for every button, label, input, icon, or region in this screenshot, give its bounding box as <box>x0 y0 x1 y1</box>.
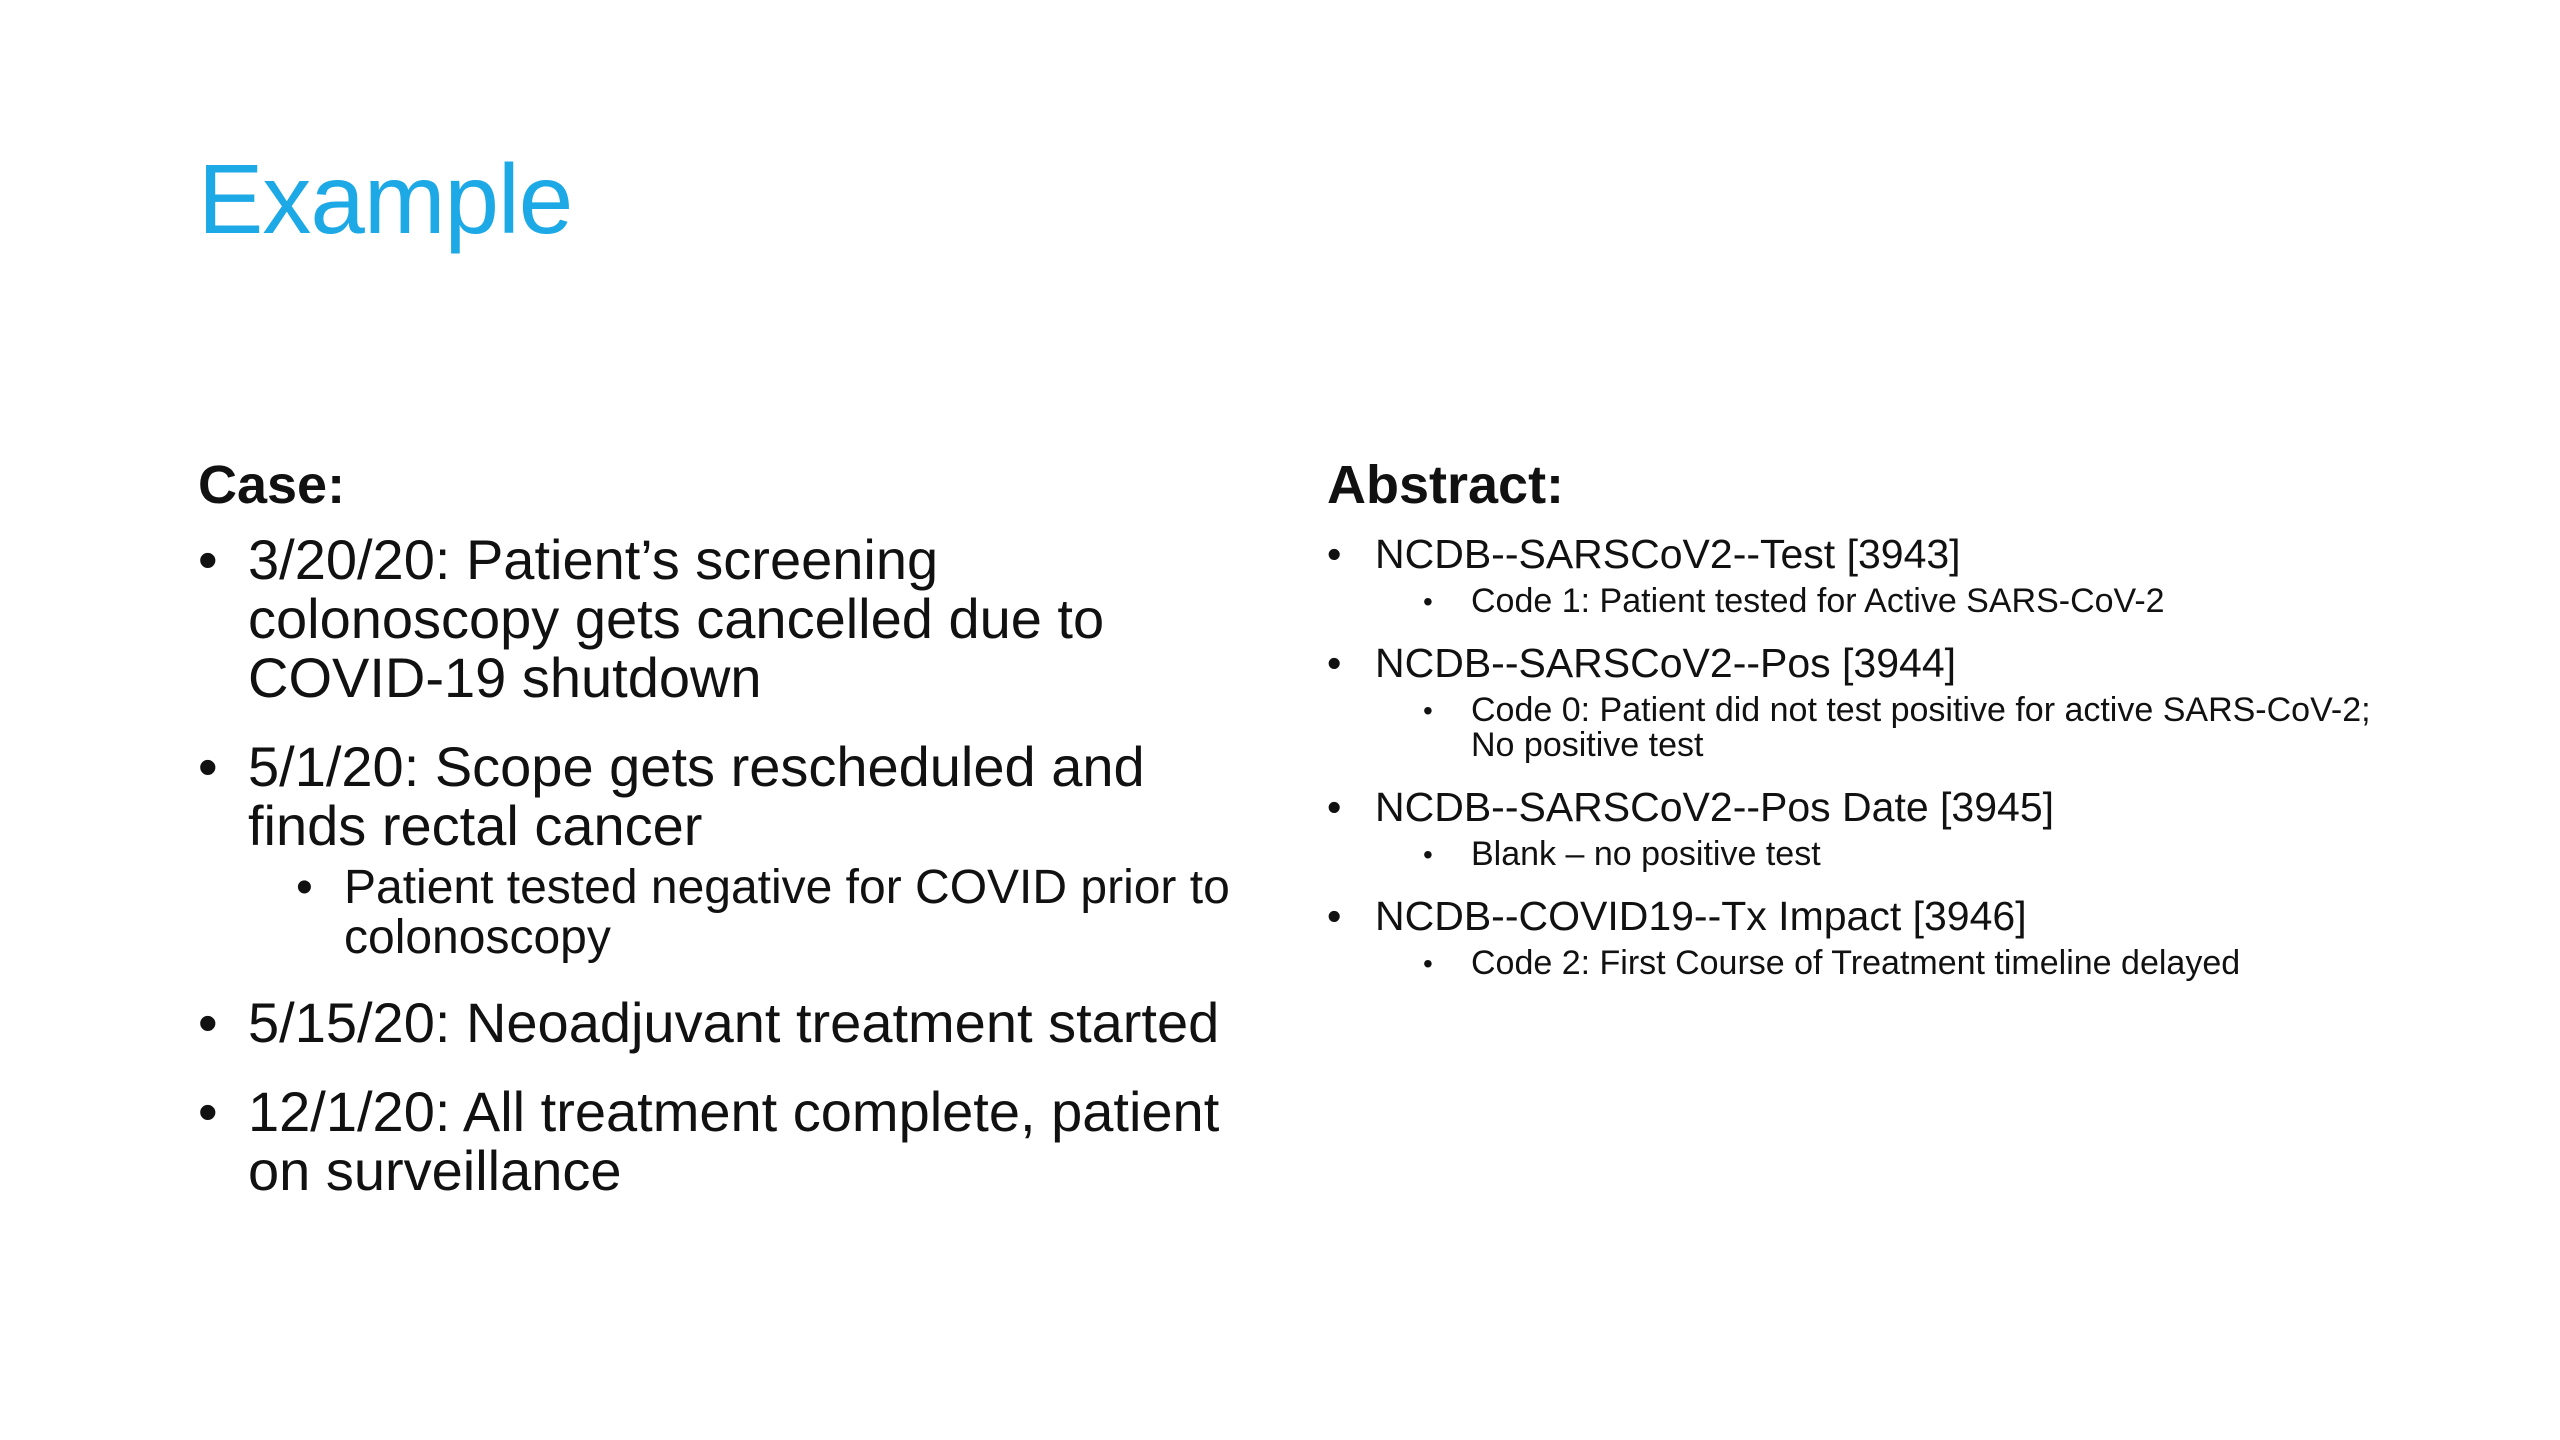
abstract-sublist <box>1375 946 2407 981</box>
abstract-item <box>1327 639 2407 763</box>
case-item-text: 5/1/20: Scope gets rescheduled and finds rectal cancer <box>248 735 1145 857</box>
abstract-sublist <box>1375 837 2407 872</box>
abstract-heading: Abstract: <box>1327 455 1565 515</box>
case-heading: Case: <box>198 455 346 515</box>
abstract-item <box>1327 530 2407 619</box>
abstract-sublist <box>1375 584 2407 619</box>
case-sublist <box>248 863 1258 963</box>
abstract-item-text: NCDB--SARSCoV2--Test [3943] <box>1375 531 1961 577</box>
case-subitem: • Patient tested negative for COVID prior to colonoscopy <box>296 863 1258 963</box>
case-item <box>198 993 1258 1052</box>
case-item <box>198 1082 1258 1200</box>
abstract-subitem: • Code 2: First Course of Treatment timeline delayed <box>1423 946 2407 981</box>
abstract-item-text: NCDB--SARSCoV2--Pos Date [3945] <box>1375 784 2055 830</box>
abstract-item <box>1327 892 2407 981</box>
case-item <box>198 737 1258 963</box>
slide-title: Example <box>198 144 573 254</box>
abstract-subitem: • Blank – no positive test <box>1423 837 2407 872</box>
abstract-item-text: NCDB--COVID19--Tx Impact [3946] <box>1375 893 2027 939</box>
case-item-text: 3/20/20: Patient’s screening colonoscopy gets cancelled due to COVID-19 shutdown <box>248 528 1105 709</box>
case-item-text: 5/15/20: Neoadjuvant treatment started <box>248 991 1220 1054</box>
case-item-text: 12/1/20: All treatment complete, patient on surveillance <box>248 1080 1220 1202</box>
abstract-item <box>1327 783 2407 872</box>
abstract-subitem: • Code 0: Patient did not test positive for active SARS-CoV-2; No positive test <box>1423 693 2407 763</box>
abstract-subitem: • Code 1: Patient tested for Active SARS-CoV-2 <box>1423 584 2407 619</box>
abstract-list <box>1327 530 2407 1001</box>
case-item <box>198 530 1258 707</box>
case-list <box>198 530 1258 1230</box>
abstract-sublist <box>1375 693 2407 763</box>
abstract-item-text: NCDB--SARSCoV2--Pos [3944] <box>1375 640 1957 686</box>
